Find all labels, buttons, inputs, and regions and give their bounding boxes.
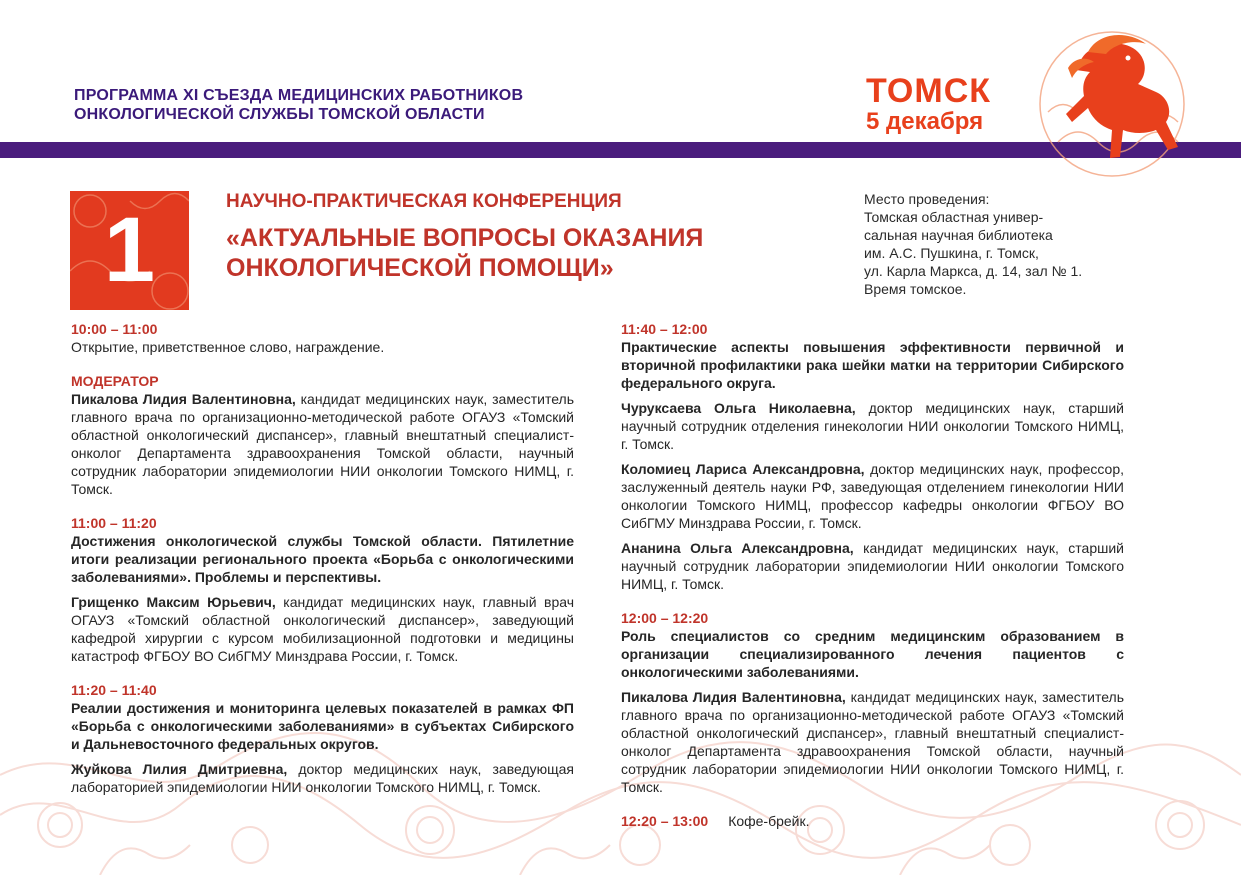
speaker xyxy=(621,399,1124,453)
speaker-name: Грищенко Максим Юрьевич, xyxy=(71,594,276,610)
venue-line: им. А.С. Пушкина, г. Томск, xyxy=(864,245,1039,261)
session-time: 12:20 – 13:00 xyxy=(621,813,709,829)
session-time: 11:40 – 12:00 xyxy=(621,321,708,337)
speaker-desc: кандидат медицинских наук, заместитель главного врача по организационно-методической работе ОГАУЗ «Томский областной онкологический диспансер», главный внештатный специалист-онколог Департамента здравоохранения Томской области, научный сотрудник лаборатории эпидемиологии НИИ онкологии Томского НИМЦ, г. Томск. xyxy=(621,689,1124,795)
speaker-name: Пикалова Лидия Валентиновна, xyxy=(71,391,296,407)
speaker xyxy=(71,593,574,665)
venue-line: сальная научная библиотека xyxy=(864,227,1053,243)
venue-line: ул. Карла Маркса, д. 14, зал № 1. xyxy=(864,263,1083,279)
section-number: 1 xyxy=(103,199,156,301)
venue-line: Томская областная универ- xyxy=(864,209,1044,225)
session-2 xyxy=(71,514,574,665)
session-time: 11:20 – 11:40 xyxy=(71,682,157,698)
session-5 xyxy=(621,609,1124,796)
speaker-name: Коломиец Лариса Александровна, xyxy=(621,461,865,477)
speaker-desc: кандидат медицинских наук, старший научный сотрудник лаборатории эпидемиологии НИИ онкологии Томского НИМЦ, г. Томск. xyxy=(621,540,1124,592)
speaker xyxy=(621,539,1124,593)
moderator-label: МОДЕРАТОР xyxy=(71,373,159,389)
speaker-name: Жуйкова Лилия Дмитриевна, xyxy=(71,761,288,777)
speaker-desc: доктор медицинских наук, профессор, заслуженный деятель науки РФ, заведующая отделением гинекологии НИИ онкологии Томского НИМЦ, профессор кафедры онкологии ФГБОУ ВО СибГМУ Минздрава России, г. Томск. xyxy=(621,461,1124,531)
date-label: 5 декабря xyxy=(866,108,984,135)
conference-title xyxy=(226,223,703,283)
session-time: 11:00 – 11:20 xyxy=(71,515,157,531)
conference-title-line1: «АКТУАЛЬНЫЕ ВОПРОСЫ ОКАЗАНИЯ xyxy=(226,224,704,252)
session-title: Реалии достижения и мониторинга целевых показателей в рамках ФП «Борьба с онкологическими заболеваниями» в субъектах Сибирского и Дальневосточного федеральных округов. xyxy=(71,700,574,752)
venue-block xyxy=(864,190,1164,298)
program-right-column xyxy=(621,320,1124,830)
session-opening xyxy=(71,320,574,356)
program-title xyxy=(74,86,523,124)
speaker-desc: кандидат медицинских наук, главный врач ОГАУЗ «Томский областной онкологический диспансер», заведующий кафедрой хирургии с курсом мобилизационной подготовки и медицины катастроф ФГБОУ ВО СибГМУ Минздрава России, г. Томск. xyxy=(71,594,575,664)
program-title-line1: ПРОГРАММА XI СЪЕЗДА МЕДИЦИНСКИХ РАБОТНИКОВ xyxy=(74,87,524,104)
speaker xyxy=(621,460,1124,532)
session-time: 10:00 – 11:00 xyxy=(71,321,158,337)
horse-emblem-icon xyxy=(1028,22,1196,180)
venue-time-note: Время томское. xyxy=(864,281,967,297)
speaker-desc: кандидат медицинских наук, заместитель главного врача по организационно-методической работе ОГАУЗ «Томский областной онкологический диспансер», главный внештатный специалист-онколог Департамента здравоохранения Томской области, научный сотрудник лаборатории эпидемиологии НИИ онкологии Томского НИМЦ, г. Томск. xyxy=(71,391,574,497)
speaker xyxy=(71,390,574,498)
session-3 xyxy=(71,681,574,796)
speaker-desc: доктор медицинских наук, старший научный сотрудник отделения гинекологии НИИ онкологии Томского НИМЦ, г. Томск. xyxy=(621,400,1125,452)
venue-label: Место проведения: xyxy=(864,191,990,207)
city-label: ТОМСК xyxy=(866,72,991,110)
session-text: Кофе-брейк. xyxy=(728,813,810,829)
speaker-name: Ананина Ольга Александровна, xyxy=(621,540,854,556)
speaker-desc: доктор медицинских наук, заведующая лабораторией эпидемиологии НИИ онкологии Томского НИМЦ, г. Томск. xyxy=(71,761,575,795)
speaker-name: Чуруксаева Ольга Николаевна, xyxy=(621,400,856,416)
conference-kind: НАУЧНО-ПРАКТИЧЕСКАЯ КОНФЕРЕНЦИЯ xyxy=(226,191,622,212)
session-title: Роль специалистов со средним медицинским образованием в организации специализированного лечения пациентов с онкологическими заболеваниями. xyxy=(621,628,1124,680)
conference-title-line2: ОНКОЛОГИЧЕСКОЙ ПОМОЩИ» xyxy=(226,254,614,282)
speaker xyxy=(71,760,574,796)
session-coffee-break xyxy=(621,812,1124,830)
session-text: Открытие, приветственное слово, награждение. xyxy=(71,339,385,355)
speaker xyxy=(621,688,1124,796)
program-left-column xyxy=(71,320,574,812)
speaker-name: Пикалова Лидия Валентиновна, xyxy=(621,689,846,705)
session-time: 12:00 – 12:20 xyxy=(621,610,709,626)
session-title: Достижения онкологической службы Томской области. Пятилетние итоги реализации регионального проекта «Борьба с онкологическими заболеваниями». Проблемы и перспективы. xyxy=(71,533,574,585)
session-4 xyxy=(621,320,1124,593)
moderator-block xyxy=(71,372,574,498)
section-number-badge xyxy=(70,191,189,310)
session-title: Практические аспекты повышения эффективности первичной и вторичной профилактики рака шейки матки на территории Сибирского федерального округа. xyxy=(621,339,1124,391)
program-title-line2: ОНКОЛОГИЧЕСКОЙ СЛУЖБЫ ТОМСКОЙ ОБЛАСТИ xyxy=(74,106,485,123)
